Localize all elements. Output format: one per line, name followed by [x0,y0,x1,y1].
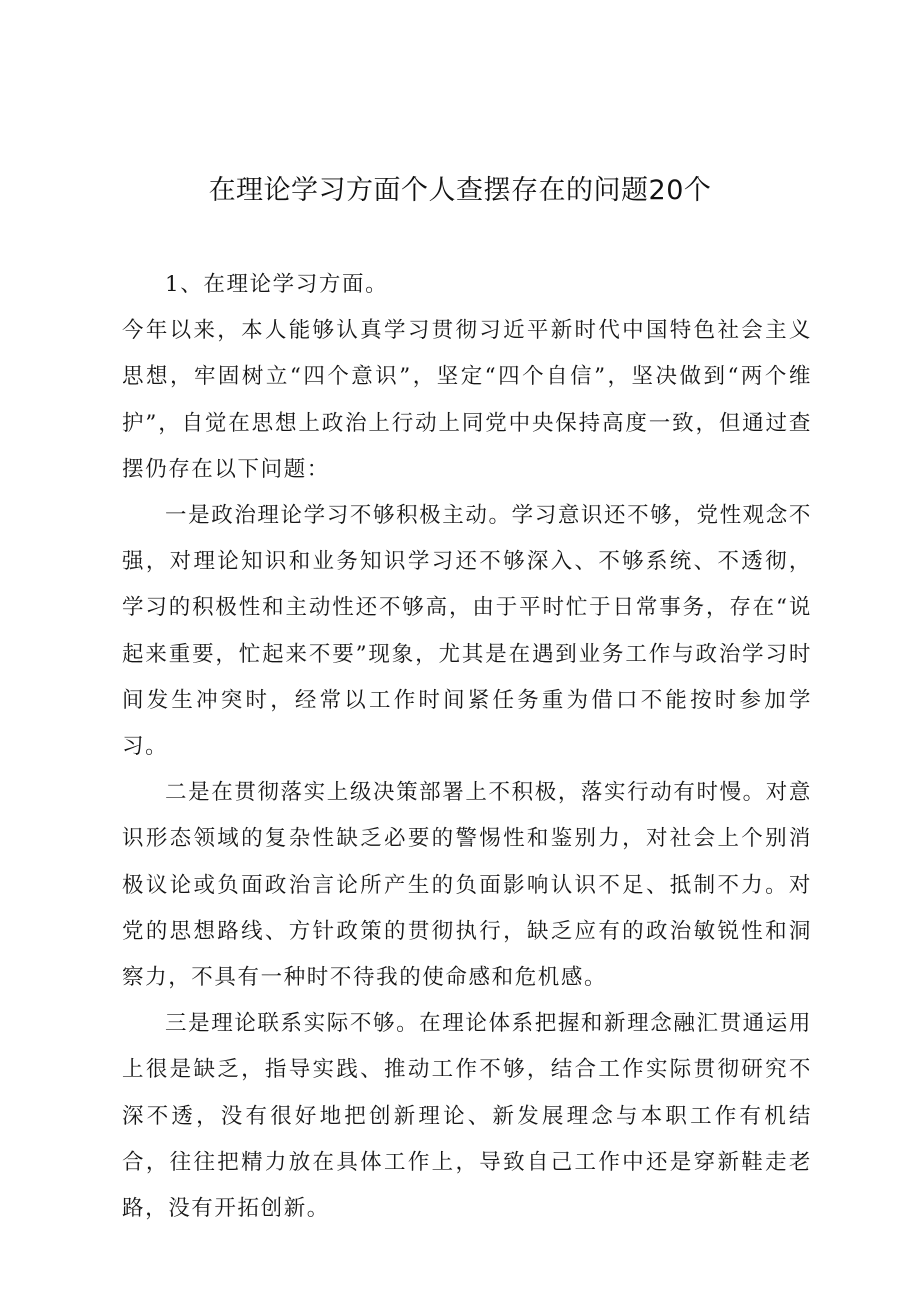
document-title: 在理论学习方面个人查摆存在的问题20个 [208,175,712,206]
section-heading: 1、在理论学习方面。 [165,272,389,297]
problem-paragraph-1: 一是政治理论学习不够积极主动。学习意识还不够，党性观念不强，对理论知识和业务知识学习还不够深入、不够系统、不透彻，学习的积极性和主动性还不够高，由于平时忙于日常事务，存在“说起来重要，忙起来不要”现象，尤其是在遇到业务工作与政治学习时间发生冲突时，经常以工作时间紧任务重为借口不能按时参加学习。 [122,503,812,760]
problem-paragraph-3: 三是理论联系实际不够。在理论体系把握和新理念融汇贯通运用上很是缺乏，指导实践、推动工作不够，结合工作实际贯彻研究不深不透，没有很好地把创新理论、新发展理念与本职工作有机结合，往往把精力放在具体工作上，导致自己工作中还是穿新鞋走老路，没有开拓创新。 [122,1011,812,1222]
intro-paragraph: 今年以来，本人能够认真学习贯彻习近平新时代中国特色社会主义思想，牢固树立“四个意识”，坚定“四个自信”，坚决做到“两个维护”，自觉在思想上政治上行动上同党中央保持高度一致，但通过查摆仍存在以下问题： [122,318,812,482]
problem-paragraph-2: 二是在贯彻落实上级决策部署上不积极，落实行动有时慢。对意识形态领域的复杂性缺乏必要的警惕性和鉴别力，对社会上个别消极议论或负面政治言论所产生的负面影响认识不足、抵制不力。对党的思想路线、方针政策的贯彻执行，缺乏应有的政治敏锐性和洞察力，不具有一种时不待我的使命感和危机感。 [122,780,812,991]
document-body [122,262,812,1232]
